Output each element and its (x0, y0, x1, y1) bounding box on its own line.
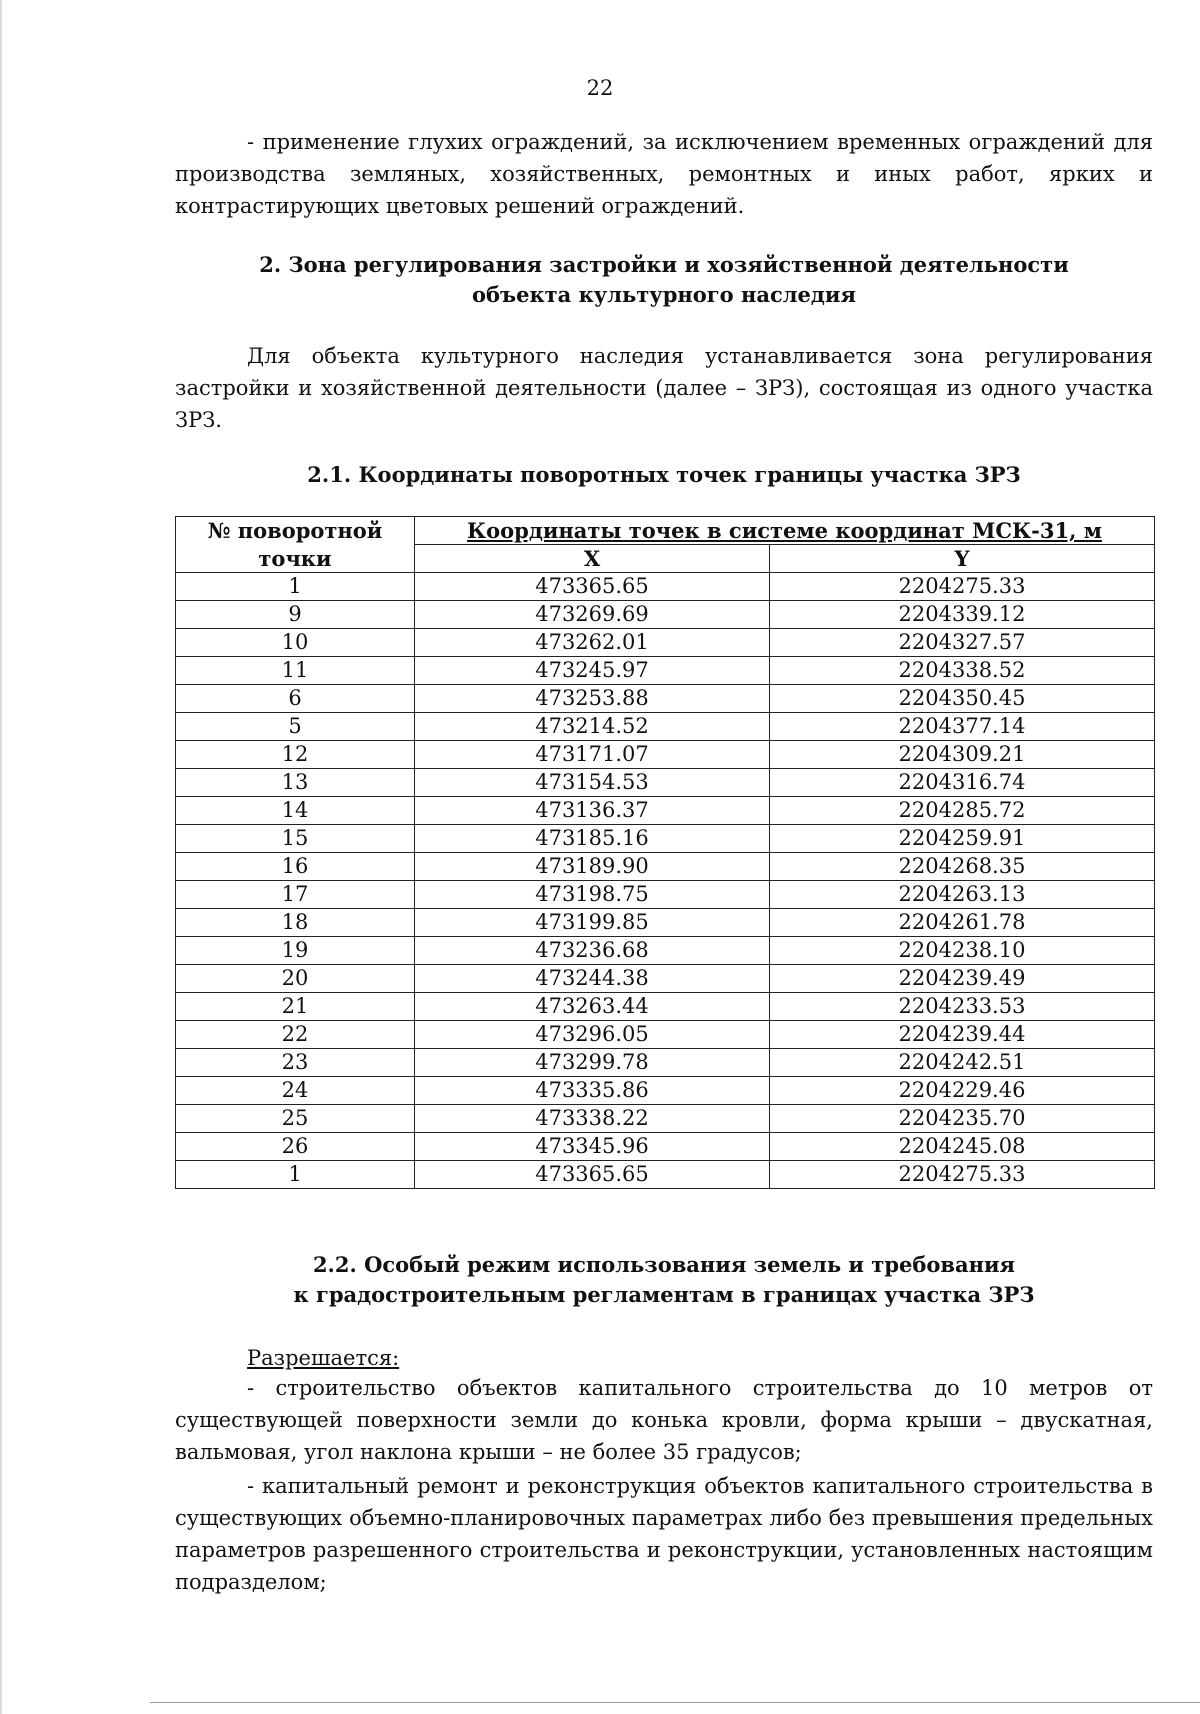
point-number-cell: 5 (176, 713, 415, 741)
table-row (176, 881, 1155, 909)
x-coordinate-cell: 473244.38 (415, 965, 770, 993)
point-number-cell: 15 (176, 825, 415, 853)
point-number-cell: 1 (176, 1161, 415, 1189)
section-2-2-heading-line1: 2.2. Особый режим использования земель и требования (312, 1252, 1016, 1277)
x-coordinate-cell: 473199.85 (415, 909, 770, 937)
page-edge (0, 0, 2, 1714)
x-coordinate-cell: 473365.65 (415, 1161, 770, 1189)
point-number-header-line2: точки (176, 545, 415, 573)
x-coordinate-cell: 473345.96 (415, 1133, 770, 1161)
point-number-cell: 14 (176, 797, 415, 825)
point-number-cell: 11 (176, 657, 415, 685)
point-number-cell: 20 (176, 965, 415, 993)
table-row (176, 1049, 1155, 1077)
table-row (176, 909, 1155, 937)
point-number-cell: 13 (176, 769, 415, 797)
table-row (176, 769, 1155, 797)
y-coordinate-cell: 2204233.53 (770, 993, 1155, 1021)
y-header: Y (770, 545, 1155, 573)
point-number-cell: 18 (176, 909, 415, 937)
x-coordinate-cell: 473335.86 (415, 1077, 770, 1105)
section-2-paragraph: Для объекта культурного наследия устанавливается зона регулирования застройки и хозяйственной деятельности (далее – ЗРЗ), состоящая из одного участка ЗРЗ. (175, 344, 1153, 432)
allowed-item-2: - капитальный ремонт и реконструкция объектов капитального строительства в существующих объемно-планировочных параметрах либо без превышения предельных параметров разрешенного строительства и реконструкции, установленных настоящим подразделом; (175, 1474, 1153, 1594)
y-coordinate-cell: 2204339.12 (770, 601, 1155, 629)
x-coordinate-cell: 473338.22 (415, 1105, 770, 1133)
y-coordinate-cell: 2204239.49 (770, 965, 1155, 993)
x-coordinate-cell: 473269.69 (415, 601, 770, 629)
point-number-cell: 26 (176, 1133, 415, 1161)
y-coordinate-cell: 2204235.70 (770, 1105, 1155, 1133)
point-number-cell: 16 (176, 853, 415, 881)
x-coordinate-cell: 473299.78 (415, 1049, 770, 1077)
section-2-2-heading (175, 1250, 1153, 1310)
table-row (176, 965, 1155, 993)
x-coordinate-cell: 473171.07 (415, 741, 770, 769)
allowed-item-1: - строительство объектов капитального строительства до 10 метров от существующей поверхности земли до конька кровли, форма крыши – двускатная, вальмовая, угол наклона крыши – не более 35 градусов; (175, 1376, 1153, 1464)
table-row (176, 685, 1155, 713)
point-number-cell: 9 (176, 601, 415, 629)
allowed-label: Разрешается: (247, 1346, 400, 1370)
x-coordinate-cell: 473154.53 (415, 769, 770, 797)
y-coordinate-cell: 2204242.51 (770, 1049, 1155, 1077)
table-row (176, 573, 1155, 601)
x-coordinate-cell: 473262.01 (415, 629, 770, 657)
point-number-cell: 19 (176, 937, 415, 965)
table-row (176, 1021, 1155, 1049)
section-2-heading-line2: объекта культурного наследия (472, 282, 856, 307)
table-row (176, 853, 1155, 881)
table-row (176, 713, 1155, 741)
x-header: X (415, 545, 770, 573)
point-number-cell: 12 (176, 741, 415, 769)
y-coordinate-cell: 2204327.57 (770, 629, 1155, 657)
y-coordinate-cell: 2204263.13 (770, 881, 1155, 909)
coordinates-table-body (176, 573, 1155, 1189)
coordinate-system-header: Координаты точек в системе координат МСК-31, м (415, 517, 1155, 545)
table-row (176, 937, 1155, 965)
y-coordinate-cell: 2204377.14 (770, 713, 1155, 741)
x-coordinate-cell: 473253.88 (415, 685, 770, 713)
y-coordinate-cell: 2204338.52 (770, 657, 1155, 685)
table-row (176, 601, 1155, 629)
point-number-cell: 23 (176, 1049, 415, 1077)
y-coordinate-cell: 2204350.45 (770, 685, 1155, 713)
x-coordinate-cell: 473245.97 (415, 657, 770, 685)
section-2-1-heading: 2.1. Координаты поворотных точек границы участка ЗРЗ (307, 462, 1021, 487)
table-row (176, 657, 1155, 685)
section-2-2-heading-line2: к градостроительным регламентам в границах участка ЗРЗ (293, 1282, 1035, 1307)
section-2-heading-line1: 2. Зона регулирования застройки и хозяйственной деятельности (259, 252, 1069, 277)
point-number-header: № поворотной (176, 517, 415, 545)
y-coordinate-cell: 2204275.33 (770, 1161, 1155, 1189)
table-row (176, 1077, 1155, 1105)
y-coordinate-cell: 2204229.46 (770, 1077, 1155, 1105)
x-coordinate-cell: 473365.65 (415, 573, 770, 601)
x-coordinate-cell: 473263.44 (415, 993, 770, 1021)
point-number-cell: 17 (176, 881, 415, 909)
y-coordinate-cell: 2204239.44 (770, 1021, 1155, 1049)
bottom-rule (150, 1702, 1200, 1703)
y-coordinate-cell: 2204285.72 (770, 797, 1155, 825)
coordinates-table (175, 516, 1155, 1189)
intro-paragraph: - применение глухих ограждений, за исключением временных ограждений для производства земляных, хозяйственных, ремонтных и иных работ, ярких и контрастирующих цветовых решений ограждений. (175, 130, 1153, 218)
point-number-cell: 1 (176, 573, 415, 601)
y-coordinate-cell: 2204259.91 (770, 825, 1155, 853)
x-coordinate-cell: 473185.16 (415, 825, 770, 853)
x-coordinate-cell: 473236.68 (415, 937, 770, 965)
y-coordinate-cell: 2204268.35 (770, 853, 1155, 881)
table-row (176, 825, 1155, 853)
point-number-cell: 21 (176, 993, 415, 1021)
y-coordinate-cell: 2204309.21 (770, 741, 1155, 769)
table-row (176, 993, 1155, 1021)
point-number-cell: 6 (176, 685, 415, 713)
table-row (176, 629, 1155, 657)
y-coordinate-cell: 2204261.78 (770, 909, 1155, 937)
page-number: 22 (586, 76, 614, 100)
section-2-heading (175, 250, 1153, 310)
point-number-cell: 24 (176, 1077, 415, 1105)
x-coordinate-cell: 473136.37 (415, 797, 770, 825)
point-number-cell: 22 (176, 1021, 415, 1049)
table-row (176, 797, 1155, 825)
x-coordinate-cell: 473214.52 (415, 713, 770, 741)
table-row (176, 741, 1155, 769)
x-coordinate-cell: 473296.05 (415, 1021, 770, 1049)
table-row (176, 1133, 1155, 1161)
y-coordinate-cell: 2204238.10 (770, 937, 1155, 965)
x-coordinate-cell: 473198.75 (415, 881, 770, 909)
table-row (176, 1161, 1155, 1189)
point-number-cell: 10 (176, 629, 415, 657)
x-coordinate-cell: 473189.90 (415, 853, 770, 881)
y-coordinate-cell: 2204245.08 (770, 1133, 1155, 1161)
point-number-cell: 25 (176, 1105, 415, 1133)
y-coordinate-cell: 2204275.33 (770, 573, 1155, 601)
table-row (176, 1105, 1155, 1133)
y-coordinate-cell: 2204316.74 (770, 769, 1155, 797)
